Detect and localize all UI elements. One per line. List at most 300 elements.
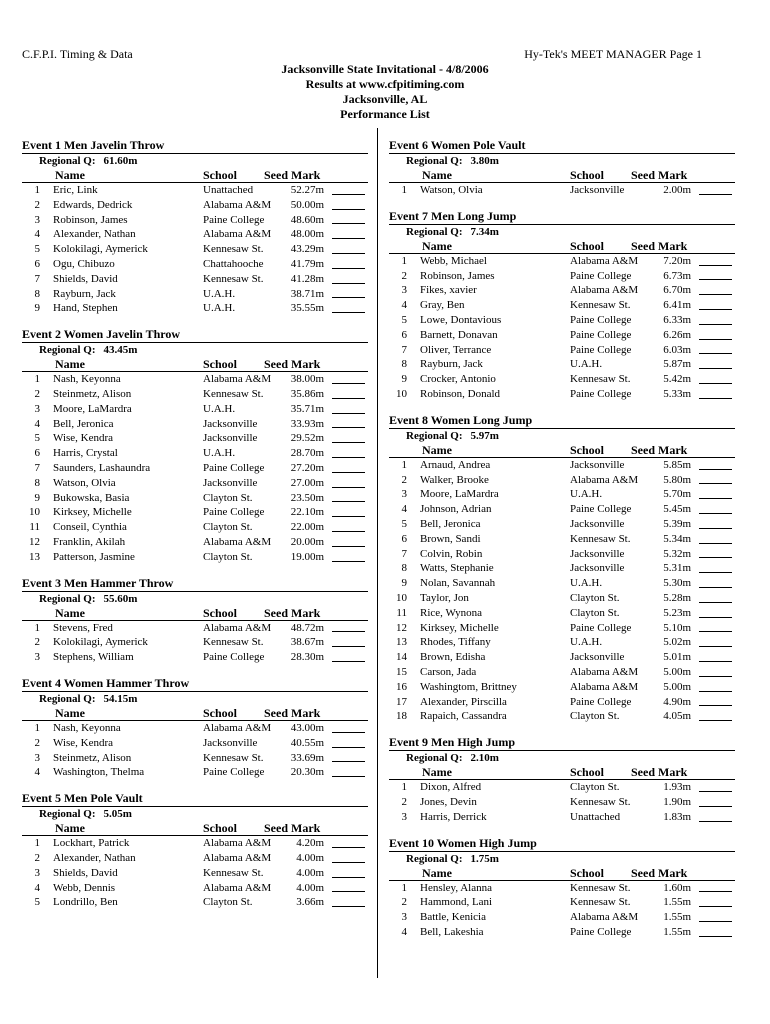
- result-blank-line: [699, 906, 732, 907]
- place: 17: [396, 695, 407, 708]
- event-title: Event 5 Men Pole Vault: [22, 791, 143, 806]
- place: 1: [401, 184, 407, 196]
- place: 12: [396, 621, 407, 634]
- result-row: [22, 183, 368, 198]
- result-row: [389, 606, 735, 621]
- place: 10: [29, 506, 40, 519]
- result-blank-line: [699, 806, 732, 807]
- athlete-name: Harris, Derrick: [420, 810, 487, 823]
- school: Alabama A&M: [203, 228, 272, 241]
- place: 1: [401, 881, 407, 894]
- school: Unattached: [203, 184, 254, 196]
- result-blank-line: [699, 646, 732, 647]
- place: 7: [34, 272, 40, 285]
- school: Paine College: [203, 213, 265, 226]
- column-header: [389, 239, 735, 253]
- event-title-rule: [389, 750, 735, 751]
- regional-qualifier-mark: 3.80m: [470, 155, 499, 167]
- result-blank-line: [332, 877, 365, 878]
- seed-mark: 6.03m: [663, 343, 691, 356]
- school: Alabama A&M: [203, 851, 272, 864]
- result-blank-line: [332, 862, 365, 863]
- result-blank-line: [699, 705, 732, 706]
- place: 11: [29, 521, 40, 534]
- name-header: Name: [422, 765, 452, 780]
- name-header: Name: [422, 442, 452, 457]
- seed-mark-header: Seed Mark: [264, 605, 321, 620]
- athlete-name: Robinson, James: [420, 269, 495, 282]
- result-blank-line: [699, 631, 732, 632]
- athlete-name: Kolokilagi, Aymerick: [53, 636, 148, 649]
- place: 2: [401, 473, 407, 486]
- event-title-rule: [22, 591, 368, 592]
- athlete-name: Steinmetz, Alison: [53, 751, 132, 764]
- school: Kennesaw St.: [203, 636, 264, 649]
- athlete-name: Brown, Sandi: [420, 532, 481, 545]
- regional-qualifier: [389, 155, 735, 168]
- seed-mark-header: Seed Mark: [264, 168, 321, 182]
- athlete-name: Stevens, Fred: [53, 621, 113, 634]
- place: 4: [34, 417, 40, 430]
- result-blank-line: [699, 921, 732, 922]
- regional-qualifier-label: Regional Q:: [39, 155, 96, 167]
- place: 7: [34, 461, 40, 474]
- school: Alabama A&M: [570, 473, 639, 486]
- athlete-name: Shields, David: [53, 272, 118, 285]
- regional-qualifier-mark: 55.60m: [103, 592, 138, 605]
- athlete-name: Conseil, Cynthia: [53, 521, 127, 534]
- athlete-name: Hand, Stephen: [53, 302, 118, 315]
- athlete-name: Hammond, Lani: [420, 896, 493, 909]
- regional-qualifier-mark: 43.45m: [103, 344, 138, 357]
- result-row: [389, 298, 735, 313]
- place: 9: [34, 302, 40, 315]
- regional-qualifier-mark: 1.75m: [470, 852, 499, 865]
- athlete-name: Shields, David: [53, 866, 118, 879]
- place: 5: [401, 517, 407, 530]
- regional-qualifier: [389, 430, 735, 443]
- place: 3: [401, 810, 407, 823]
- result-blank-line: [699, 469, 732, 470]
- place: 3: [34, 213, 40, 226]
- result-blank-line: [332, 238, 365, 239]
- page-header-line: [22, 47, 702, 61]
- result-blank-line: [332, 312, 365, 313]
- event-block: [389, 208, 735, 402]
- regional-qualifier-label: Regional Q:: [406, 225, 463, 238]
- result-row: [22, 476, 368, 491]
- athlete-name: Rhodes, Tiffany: [420, 636, 491, 649]
- place: 2: [34, 636, 40, 649]
- place: 3: [401, 284, 407, 297]
- school: Alabama A&M: [203, 373, 272, 386]
- result-row: [22, 895, 368, 910]
- result-row: [389, 254, 735, 269]
- regional-qualifier-mark: 7.34m: [470, 225, 499, 238]
- athlete-name: Steinmetz, Alison: [53, 387, 132, 400]
- athlete-name: Bell, Jeronica: [53, 417, 114, 430]
- school: U.A.H.: [203, 287, 236, 300]
- result-row: [389, 502, 735, 517]
- seed-mark: 2.00m: [663, 184, 691, 196]
- name-header: Name: [55, 357, 85, 372]
- result-blank-line: [332, 561, 365, 562]
- seed-mark: 5.01m: [663, 651, 691, 664]
- result-row: [389, 895, 735, 910]
- result-row: [389, 795, 735, 810]
- result-row: [22, 461, 368, 476]
- regional-qualifier: [22, 808, 368, 821]
- athlete-name: Battle, Kenicia: [420, 911, 486, 924]
- seed-mark: 19.00m: [290, 550, 324, 563]
- regional-qualifier-mark: 5.05m: [103, 808, 132, 821]
- seed-mark: 4.00m: [296, 866, 324, 879]
- result-row: [389, 635, 735, 650]
- school: Paine College: [570, 503, 632, 516]
- place: 5: [34, 896, 40, 909]
- result-row: [22, 751, 368, 766]
- athlete-name: Jones, Devin: [420, 795, 477, 808]
- athlete-name: Watson, Olvia: [420, 184, 483, 196]
- school: Chattahooche: [203, 257, 264, 270]
- result-row: [22, 765, 368, 780]
- place: 5: [34, 243, 40, 256]
- result-blank-line: [699, 309, 732, 310]
- seed-mark: 5.87m: [663, 358, 691, 371]
- school: Unattached: [570, 810, 621, 823]
- seed-mark: 35.86m: [290, 387, 324, 400]
- seed-mark-header: Seed Mark: [631, 168, 688, 182]
- place: 1: [34, 621, 40, 634]
- athlete-name: Brown, Edisha: [420, 651, 486, 664]
- result-blank-line: [332, 472, 365, 473]
- result-row: [389, 561, 735, 576]
- place: 7: [401, 343, 407, 356]
- school-header: School: [203, 705, 238, 720]
- result-row: [389, 328, 735, 343]
- result-blank-line: [332, 427, 365, 428]
- school: Alabama A&M: [570, 911, 639, 924]
- athlete-name: Stephens, William: [53, 651, 134, 664]
- result-blank-line: [332, 516, 365, 517]
- event-title: Event 8 Women Long Jump: [389, 412, 533, 427]
- place: 2: [34, 198, 40, 211]
- result-row: [22, 491, 368, 506]
- result-row: [389, 183, 735, 198]
- result-blank-line: [332, 732, 365, 733]
- seed-mark: 28.30m: [290, 651, 324, 664]
- column-header: [389, 765, 735, 779]
- result-blank-line: [332, 209, 365, 210]
- athlete-name: Crocker, Antonio: [420, 373, 496, 386]
- seed-mark: 35.71m: [290, 402, 324, 415]
- seed-mark: 35.55m: [290, 302, 324, 315]
- athlete-name: Watts, Stephanie: [420, 562, 494, 575]
- result-row: [22, 550, 368, 565]
- result-blank-line: [332, 253, 365, 254]
- event-title: Event 10 Women High Jump: [389, 835, 537, 850]
- column-header: [22, 606, 368, 620]
- athlete-name: Franklin, Akilah: [53, 535, 126, 548]
- seed-mark-header: Seed Mark: [631, 865, 688, 880]
- result-blank-line: [699, 617, 732, 618]
- athlete-name: Kirksey, Michelle: [420, 621, 499, 634]
- result-row: [389, 810, 735, 825]
- place: 1: [401, 781, 407, 794]
- school: Clayton St.: [570, 591, 620, 604]
- event-block: [389, 137, 735, 198]
- school: Alabama A&M: [570, 284, 639, 297]
- event-title: Event 7 Men Long Jump: [389, 208, 517, 223]
- seed-mark: 3.66m: [296, 896, 324, 909]
- athlete-name: Nash, Keyonna: [53, 721, 121, 734]
- athlete-name: Robinson, Donald: [420, 387, 501, 400]
- result-row: [22, 736, 368, 751]
- result-blank-line: [699, 891, 732, 892]
- place: 1: [401, 458, 407, 471]
- result-blank-line: [332, 383, 365, 384]
- athlete-name: Gray, Ben: [420, 299, 465, 312]
- regional-qualifier: [389, 226, 735, 239]
- result-blank-line: [332, 268, 365, 269]
- athlete-name: Rayburn, Jack: [53, 287, 116, 300]
- event-block: [22, 575, 368, 665]
- seed-mark: 5.02m: [663, 636, 691, 649]
- seed-mark: 38.71m: [290, 287, 324, 300]
- name-header: Name: [422, 865, 452, 880]
- results-url: Results at www.cfpitiming.com: [305, 77, 465, 91]
- result-blank-line: [332, 531, 365, 532]
- seed-mark: 20.00m: [290, 535, 324, 548]
- seed-mark: 40.55m: [290, 736, 324, 749]
- meet-title: Jacksonville State Invitational - 4/8/2006: [281, 62, 489, 76]
- seed-mark-header: Seed Mark: [264, 821, 321, 836]
- result-blank-line: [332, 297, 365, 298]
- seed-mark: 1.90m: [663, 795, 691, 808]
- school: Kennesaw St.: [203, 272, 264, 285]
- regional-qualifier-label: Regional Q:: [39, 592, 96, 605]
- result-blank-line: [699, 821, 732, 822]
- school: Clayton St.: [203, 896, 253, 909]
- seed-mark: 6.26m: [663, 328, 691, 341]
- school-header: School: [203, 605, 238, 620]
- result-row: [389, 576, 735, 591]
- result-blank-line: [332, 891, 365, 892]
- school-header: School: [570, 765, 605, 780]
- school: Paine College: [570, 343, 632, 356]
- regional-qualifier: [22, 693, 368, 706]
- place: 7: [401, 547, 407, 560]
- result-row: [389, 487, 735, 502]
- place: 6: [34, 447, 40, 460]
- result-blank-line: [699, 791, 732, 792]
- regional-qualifier: [22, 155, 368, 168]
- place: 5: [34, 432, 40, 445]
- athlete-name: Edwards, Dedrick: [53, 198, 133, 211]
- school: Clayton St.: [203, 521, 253, 534]
- athlete-name: Dixon, Alfred: [420, 781, 482, 794]
- result-row: [22, 535, 368, 550]
- place: 2: [34, 736, 40, 749]
- seed-mark: 4.05m: [663, 710, 691, 723]
- place: 2: [401, 896, 407, 909]
- school-header: School: [203, 821, 238, 836]
- athlete-name: Bukowska, Basia: [53, 491, 130, 504]
- seed-mark: 5.34m: [663, 532, 691, 545]
- result-row: [22, 881, 368, 896]
- column-header: [22, 168, 368, 182]
- result-blank-line: [332, 906, 365, 907]
- result-blank-line: [699, 383, 732, 384]
- school: Paine College: [570, 621, 632, 634]
- seed-mark: 41.79m: [290, 257, 324, 270]
- result-row: [22, 866, 368, 881]
- seed-mark: 5.30m: [663, 577, 691, 590]
- result-row: [22, 417, 368, 432]
- result-blank-line: [332, 398, 365, 399]
- result-blank-line: [332, 283, 365, 284]
- school: Alabama A&M: [570, 665, 639, 678]
- seed-mark-header: Seed Mark: [264, 705, 321, 720]
- result-blank-line: [332, 546, 365, 547]
- seed-mark: 1.83m: [663, 810, 691, 823]
- event-title-rule: [22, 806, 368, 807]
- school: Jacksonville: [203, 417, 258, 430]
- result-row: [389, 695, 735, 710]
- place: 14: [396, 651, 407, 664]
- school: Clayton St.: [203, 491, 253, 504]
- result-row: [389, 925, 735, 940]
- athlete-name: Hensley, Alanna: [420, 881, 492, 894]
- result-blank-line: [332, 501, 365, 502]
- result-blank-line: [699, 353, 732, 354]
- athlete-name: Alexander, Pirscilla: [420, 695, 507, 708]
- report-type: Performance List: [340, 107, 430, 121]
- result-row: [22, 242, 368, 257]
- meet-location: Jacksonville, AL: [342, 92, 428, 106]
- result-blank-line: [332, 631, 365, 632]
- place: 16: [396, 680, 407, 693]
- athlete-name: Ogu, Chibuzo: [53, 257, 115, 270]
- school: Kennesaw St.: [570, 299, 631, 312]
- school-header: School: [570, 865, 605, 880]
- seed-mark-header: Seed Mark: [631, 765, 688, 780]
- athlete-name: Moore, LaMardra: [53, 402, 132, 415]
- school: Jacksonville: [203, 736, 258, 749]
- athlete-name: Kirksey, Michelle: [53, 506, 132, 519]
- place: 8: [401, 562, 407, 575]
- seed-mark: 7.20m: [663, 254, 691, 267]
- result-blank-line: [332, 194, 365, 195]
- regional-qualifier: [22, 344, 368, 357]
- result-blank-line: [332, 661, 365, 662]
- column-header: [22, 357, 368, 371]
- event-title: Event 4 Women Hammer Throw: [22, 675, 190, 690]
- place: 6: [34, 257, 40, 270]
- result-blank-line: [699, 279, 732, 280]
- name-header: Name: [55, 168, 85, 182]
- school: Kennesaw St.: [570, 532, 631, 545]
- seed-mark-header: Seed Mark: [631, 238, 688, 253]
- result-row: [22, 301, 368, 316]
- event-title: Event 9 Men High Jump: [389, 735, 516, 750]
- result-blank-line: [699, 194, 732, 195]
- athlete-name: Webb, Dennis: [53, 881, 116, 894]
- school: Paine College: [570, 387, 632, 400]
- school: Alabama A&M: [203, 621, 272, 634]
- place: 11: [396, 606, 407, 619]
- result-row: [389, 591, 735, 606]
- name-header: Name: [55, 705, 85, 720]
- place: 1: [34, 837, 40, 850]
- seed-mark: 48.60m: [290, 213, 324, 226]
- school-header: School: [203, 357, 238, 372]
- place: 8: [34, 476, 40, 489]
- result-row: [22, 446, 368, 461]
- regional-qualifier-mark: 5.97m: [470, 429, 499, 442]
- result-blank-line: [699, 602, 732, 603]
- athlete-name: Washington, Thelma: [53, 766, 145, 779]
- seed-mark: 1.55m: [663, 896, 691, 909]
- result-blank-line: [699, 936, 732, 937]
- athlete-name: Robinson, James: [53, 213, 128, 226]
- result-blank-line: [699, 691, 732, 692]
- result-blank-line: [332, 413, 365, 414]
- result-blank-line: [699, 720, 732, 721]
- regional-qualifier-label: Regional Q:: [406, 155, 463, 167]
- result-blank-line: [699, 294, 732, 295]
- regional-qualifier-label: Regional Q:: [406, 852, 463, 865]
- athlete-name: Arnaud, Andrea: [420, 458, 491, 471]
- school: Alabama A&M: [203, 721, 272, 734]
- result-row: [389, 458, 735, 473]
- result-row: [389, 680, 735, 695]
- place: 3: [34, 402, 40, 415]
- regional-qualifier: [389, 752, 735, 765]
- event-block: [22, 137, 368, 316]
- regional-qualifier-label: Regional Q:: [406, 429, 463, 442]
- place: 3: [401, 488, 407, 501]
- column-header: [22, 821, 368, 835]
- athlete-name: Webb, Michael: [420, 254, 487, 267]
- seed-mark: 20.30m: [290, 766, 324, 779]
- regional-qualifier-mark: 54.15m: [103, 692, 138, 705]
- event-title: Event 2 Women Javelin Throw: [22, 327, 181, 342]
- place: 13: [396, 636, 407, 649]
- school: Kennesaw St.: [570, 896, 631, 909]
- event-block: [389, 835, 735, 940]
- name-header: Name: [422, 238, 452, 253]
- school-header: School: [570, 238, 605, 253]
- result-blank-line: [332, 776, 365, 777]
- place: 5: [401, 313, 407, 326]
- event-title-rule: [22, 691, 368, 692]
- athlete-name: Walker, Brooke: [420, 473, 489, 486]
- regional-qualifier: [389, 853, 735, 866]
- place: 10: [396, 591, 407, 604]
- seed-mark: 50.00m: [290, 198, 324, 211]
- school: Kennesaw St.: [570, 373, 631, 386]
- place: 1: [34, 721, 40, 734]
- school: Paine College: [570, 269, 632, 282]
- athlete-name: Saunders, Lashaundra: [53, 461, 151, 474]
- athlete-name: Fikes, xavier: [420, 284, 477, 297]
- result-row: [389, 709, 735, 724]
- seed-mark: 28.70m: [290, 447, 324, 460]
- athlete-name: Barnett, Donavan: [420, 328, 498, 341]
- right-column: [389, 137, 735, 950]
- athlete-name: Carson, Jada: [420, 665, 477, 678]
